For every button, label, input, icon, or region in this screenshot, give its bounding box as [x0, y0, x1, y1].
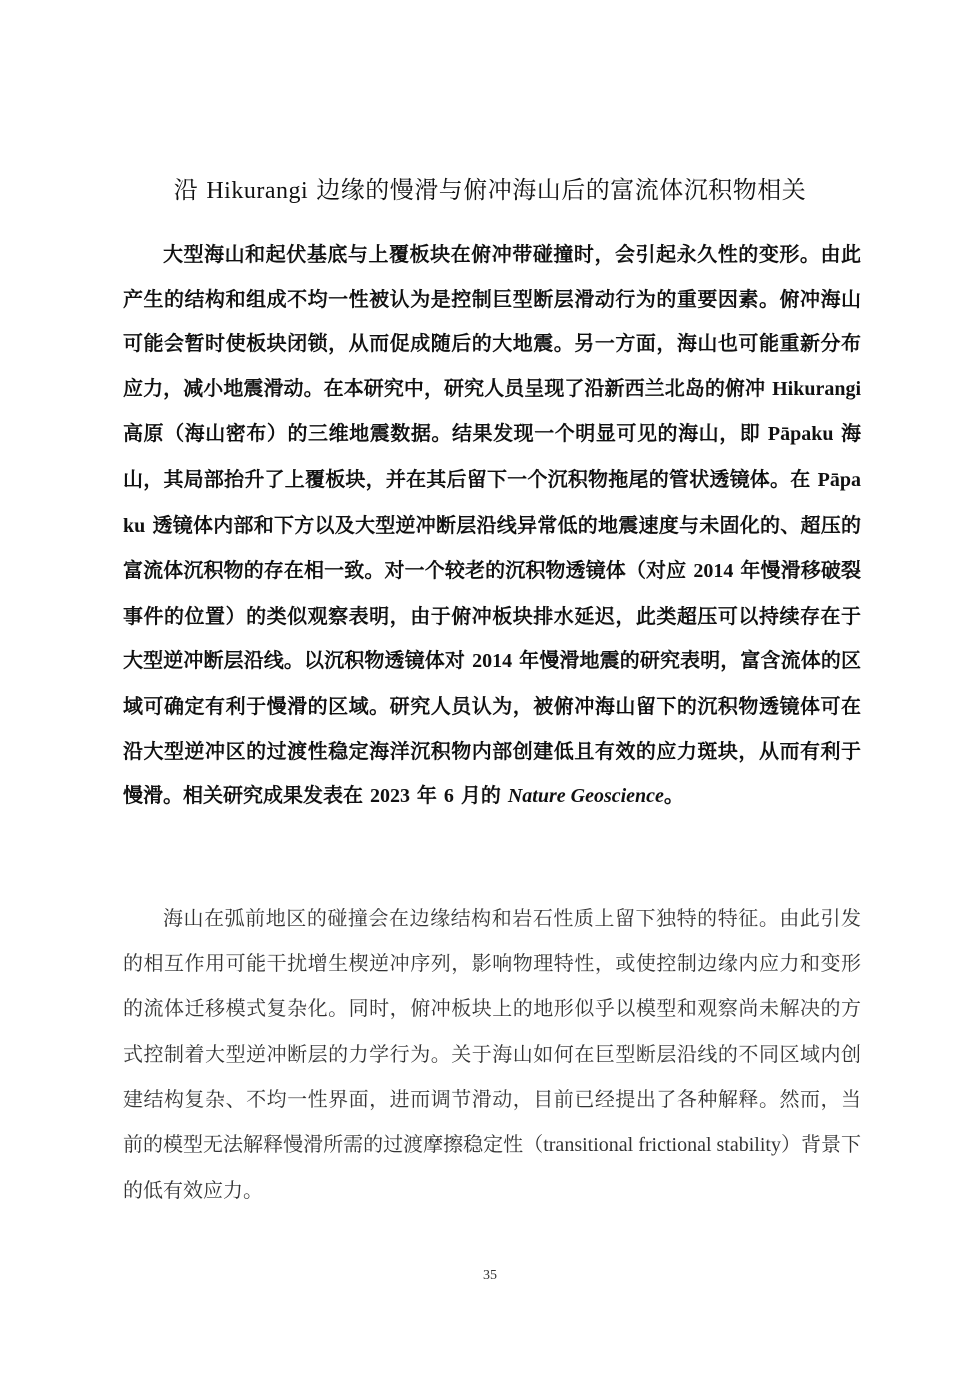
p1-year-2014-2: 2014 [472, 650, 513, 673]
p1-text-1: 大型海山和起伏基底与上覆板块在俯冲带碰撞时，会引起永久性的变形。由此产生的结构和组成不均一性被认为是控制巨型断层滑动行为的重要因素。俯冲海山可能会暂时使板块闭锁，从而促成随后的大地震。另一方面，海山也可能重新分布应力，减小地震滑动。在本研究中，研究人员呈现了沿新西兰北岛的俯冲 [123, 242, 861, 400]
p2-term: transitional frictional stability [543, 1134, 781, 1157]
p1-text-9: 。 [663, 783, 684, 808]
p1-journal-name: Nature Geoscience [507, 785, 664, 808]
body-paragraph [123, 896, 861, 1213]
abstract-paragraph [123, 232, 861, 819]
title-part2: 边缘的慢滑与俯冲海山后的富流体沉积物相关 [308, 176, 807, 204]
p1-text-2: 高原（海山密布）的三维地震数据。结果发现一个明显可见的海山，即 [123, 421, 768, 446]
p1-term-hikurangi: Hikurangi [772, 377, 861, 400]
p1-text-6: 年慢滑地震的研究表明，富含流体的区域可确定有利于慢滑的区域。研究人员认为，被俯冲海山留下的沉积物透镜体可在沿大型逆冲区的过渡性稳定海洋沉积物内部创建低且有效的应力斑块，从而有利于慢滑。相关研究成果发表在 [123, 648, 861, 808]
p1-year-2014: 2014 [693, 560, 734, 583]
p1-term-papaku: Pāpaku [767, 423, 834, 446]
p2-text-1: 海山在弧前地区的碰撞会在边缘结构和岩石性质上留下独特的特征。由此引发的相互作用可能干扰增生楔逆冲序列，影响物理特性，或使控制边缘内应力和变形的流体迁移模式复杂化。同时，俯冲板块上的地形似乎以模型和观察尚未解决的方式控制着大型逆冲断层的力学行为。关于海山如何在巨型断层沿线的不同区域内创建结构复杂、不均一性界面，进而调节滑动，目前已经提出了各种解释。然而，当前的模型无法解释慢滑所需的过渡摩擦稳定性（ [123, 906, 861, 1157]
p1-year-2023: 2023 [369, 785, 410, 808]
p2-text-2: ）背景下的低有效应力。 [123, 1132, 862, 1203]
title-latin: Hikurangi [206, 178, 309, 204]
p1-text-3: 海山，其局部抬升了上覆板块，并在其后留下一个沉积物拖尾的管状透镜体。在 [123, 421, 861, 491]
article-title [0, 170, 980, 211]
p1-term-papaku-2: Pāpaku [123, 468, 861, 537]
title-part1: 沿 [173, 176, 207, 204]
p1-text-4: 透镜体内部和下方以及大型逆冲断层沿线异常低的地震速度与未固化的、超压的富流体沉积物的存在相一致。对一个较老的沉积物透镜体（对应 [123, 512, 861, 583]
p1-month: 6 [443, 785, 454, 808]
p1-text-5: 年慢滑移破裂事件的位置）的类似观察表明，由于俯冲板块排水延迟，此类超压可以持续存在于大型逆冲断层沿线。以沉积物透镜体对 [123, 558, 861, 673]
p1-text-8: 月的 [453, 783, 508, 808]
p1-text-7: 年 [409, 783, 444, 808]
page-number: 35 [483, 1268, 497, 1283]
